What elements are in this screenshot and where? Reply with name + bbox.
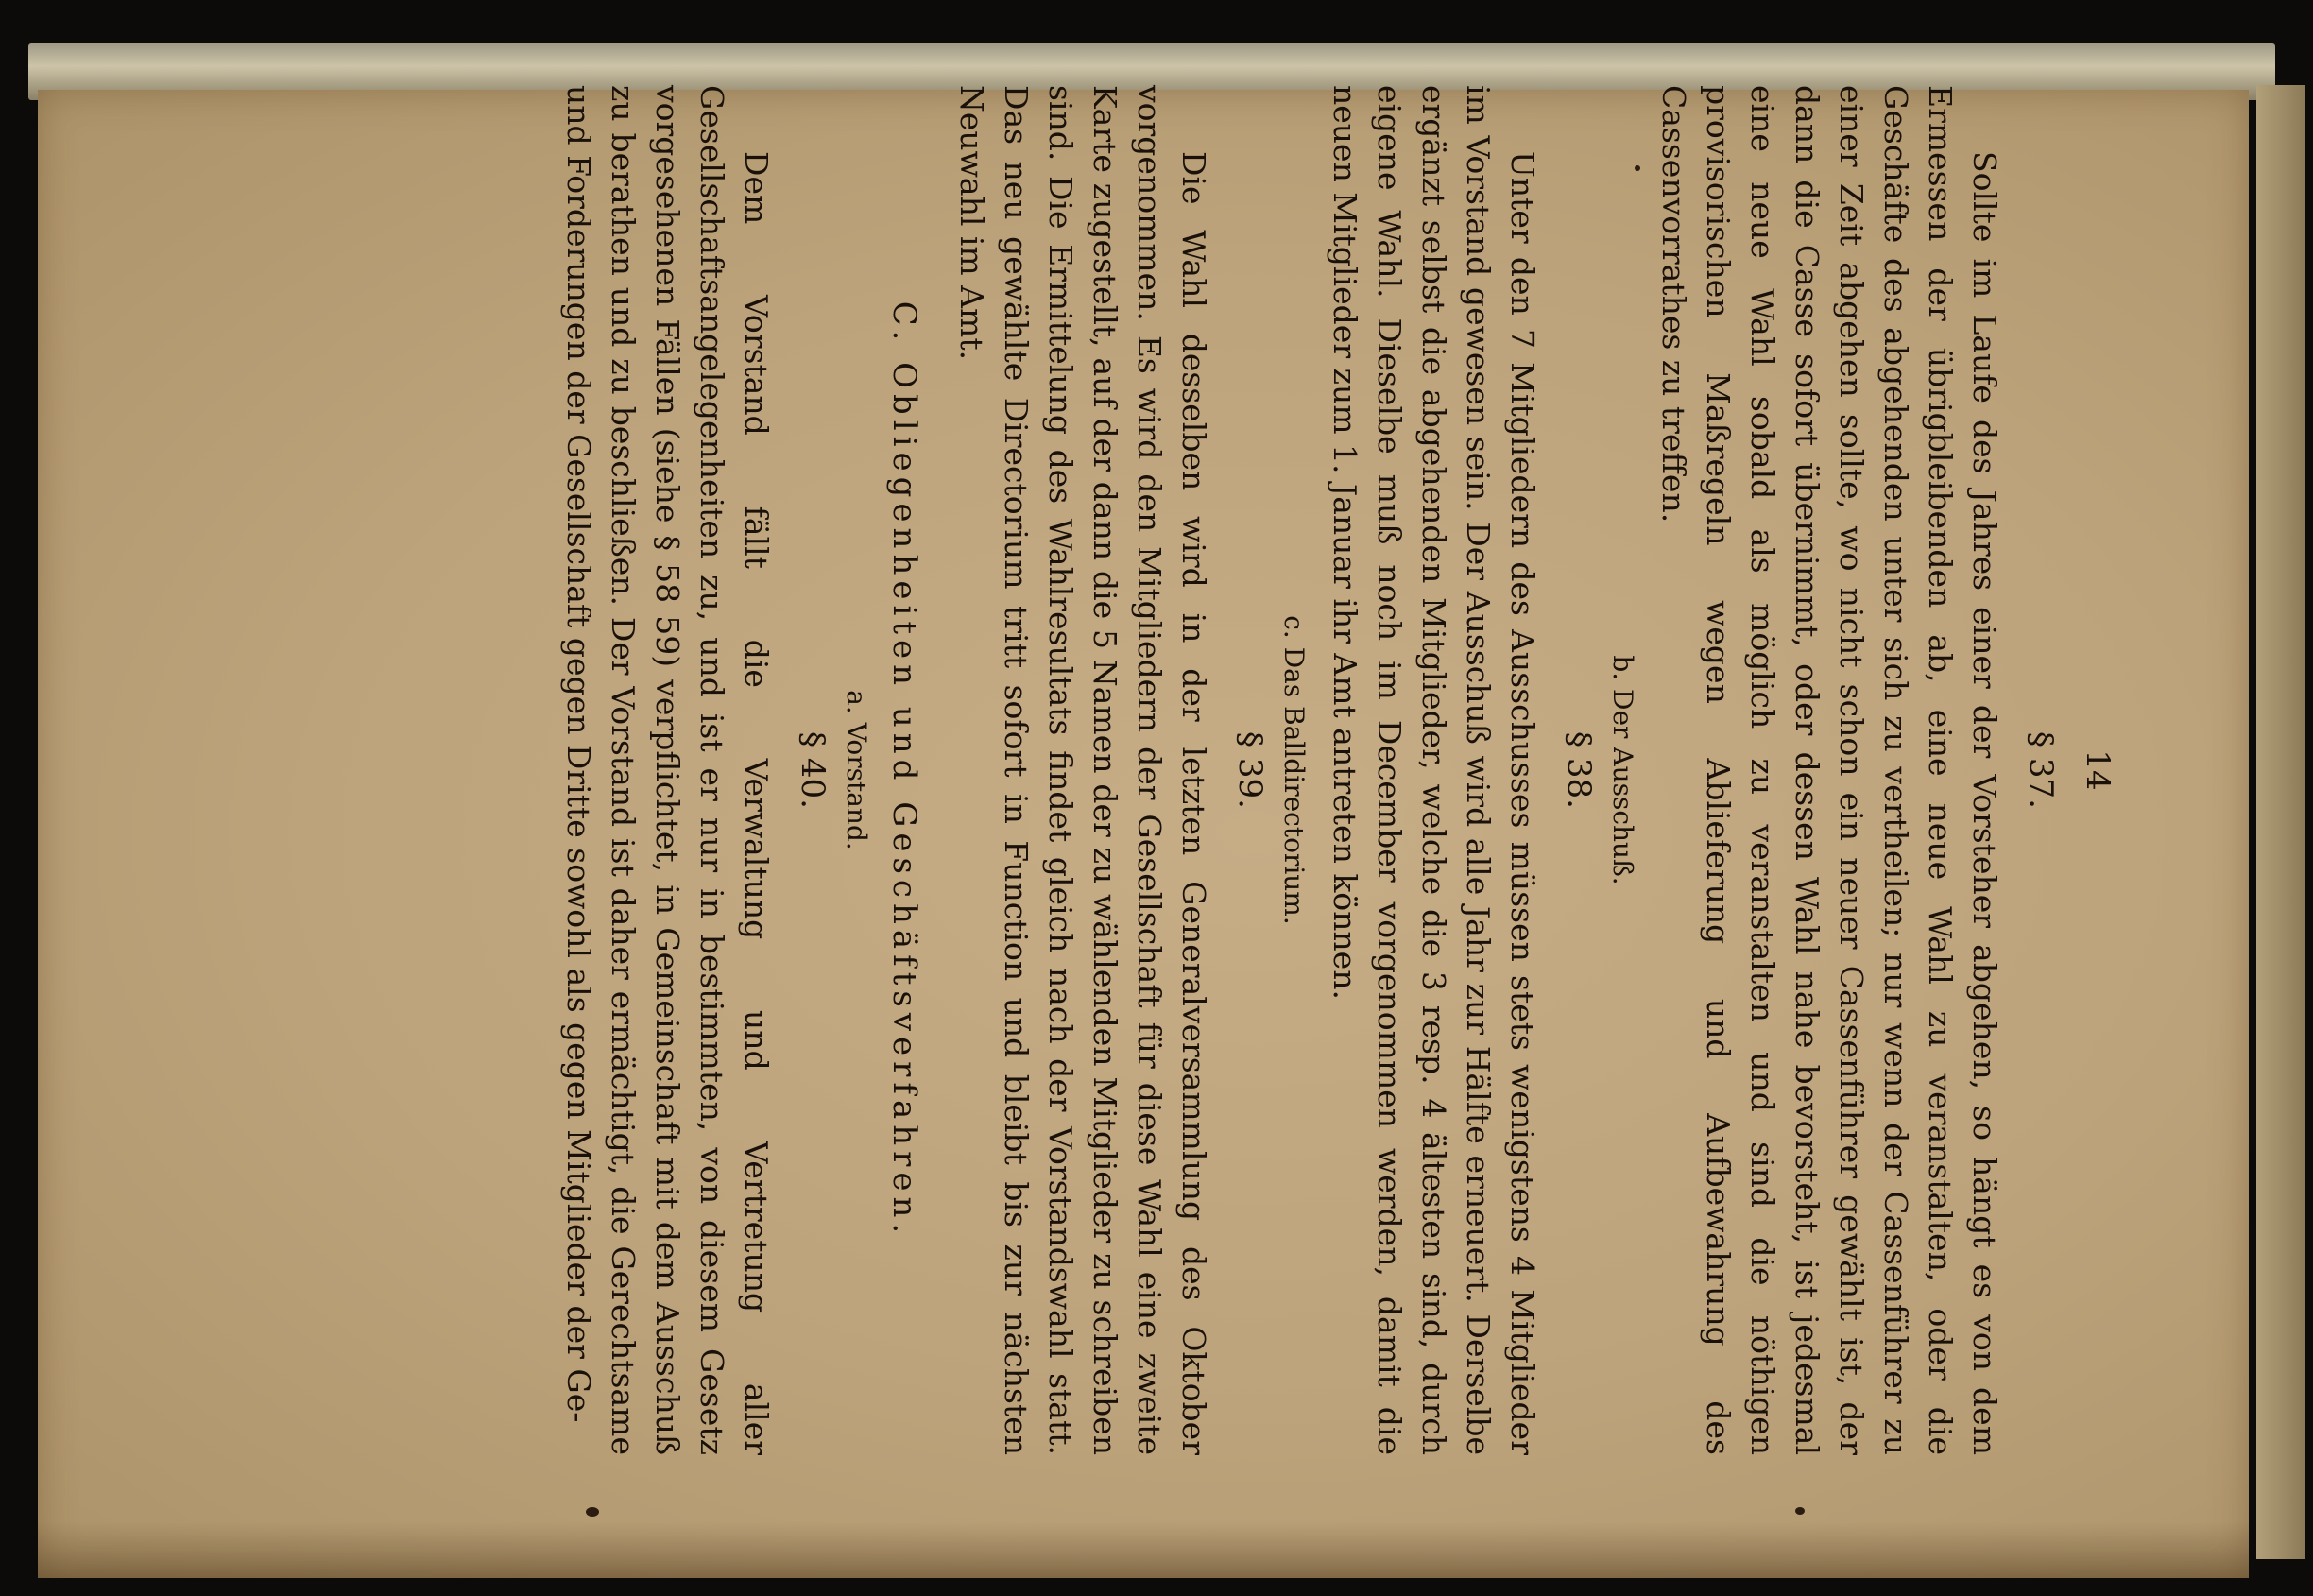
section-40-heading: § 40.: [794, 731, 831, 809]
rotated-text-page: [132, 85, 2116, 1455]
section-40-text: Dem Vorstand fällt die Verwaltung und Vertretung aller Gesellschaftsangelegenheiten zu, und ist er nur in bestimmten, von diesem Gesetz vorgesehenen Fällen (siehe § 58 59) verpflichtet, in Gemeinschaft mit dem Ausschuß zu berathen und zu beschließen. Der Vorstand ist daher ermächtigt, die Gerechtsame und Forderungen der Gesellschaft gegen Dritte sowohl als gegen Mitglieder der Ge-: [560, 85, 775, 1455]
section-39-subheading: c. Das Balldirectorium.: [1278, 615, 1310, 925]
section-39-heading: § 39.: [1231, 731, 1269, 809]
section-37-heading: § 37.: [2022, 731, 2060, 809]
chapter-c-title: C. Obliegenheiten und Geschäftsverfahren.: [885, 300, 923, 1240]
book-page-stack: [2256, 85, 2305, 1559]
section-39-text: Die Wahl desselben wird in der letzten Generalversammlung des Oktober vorgenommen. Es wird den Mitgliedern der Gesellschaft für diese Wahl eine zweite Karte zugestellt, auf der dann die 5 Namen der zu wählenden Mitglieder zu schreiben sind. Die Ermittelung des Wahlresultats findet gleich nach der Vorstandswahl statt. Das neu gewählte Directorium tritt sofort in Function und bleibt bis zur nächsten Neuwahl im Amt.: [953, 85, 1212, 1455]
section-37-text: Sollte im Laufe des Jahres einer der Vorsteher abgehen, so hängt es von dem Ermessen der übrigbleibenden ab, eine neue Wahl zu veranstalten, oder die Geschäfte des abgehenden unter sich zu vertheilen; nur wenn der Cassenführer zu einer Zeit abgehen sollte, wo nicht schon ein neuer Cassenführer gewählt ist, der dann die Casse sofort übernimmt, oder dessen Wahl nahe bevorsteht, ist jedesmal eine neue Wahl sobald als möglich zu veranstalten und sind die nöthigen provisorischen Maßregeln wegen Ablieferung und Aufbewahrung des Cassenvorrathes zu treffen.: [1655, 85, 2003, 1455]
text-column: [557, 85, 2116, 1455]
section-38-subheading: b. Der Ausschuß.: [1607, 655, 1638, 885]
section-38-text: Unter den 7 Mitgliedern des Ausschusses müssen stets wenigstens 4 Mitglieder im Vorstand gewesen sein. Der Ausschuß wird alle Jahr zur Hälfte erneuert. Derselbe ergänzt selbst die abgehenden Mitglieder, welche die 3 resp. 4 ältesten sind, durch eigene Wahl. Dieselbe muß noch im December vorgenommen werden, damit die neuen Mitglieder zum 1. Januar ihr Amt antreten können.: [1327, 85, 1541, 1455]
section-38-heading: § 38.: [1560, 731, 1598, 809]
paper-speck: [586, 1507, 599, 1517]
page-number: 14: [2079, 749, 2116, 791]
section-40-subheading: a. Vorstand.: [841, 690, 872, 850]
paper-speck: [1795, 1507, 1805, 1515]
page-gutter-shadow: [38, 1521, 2249, 1578]
